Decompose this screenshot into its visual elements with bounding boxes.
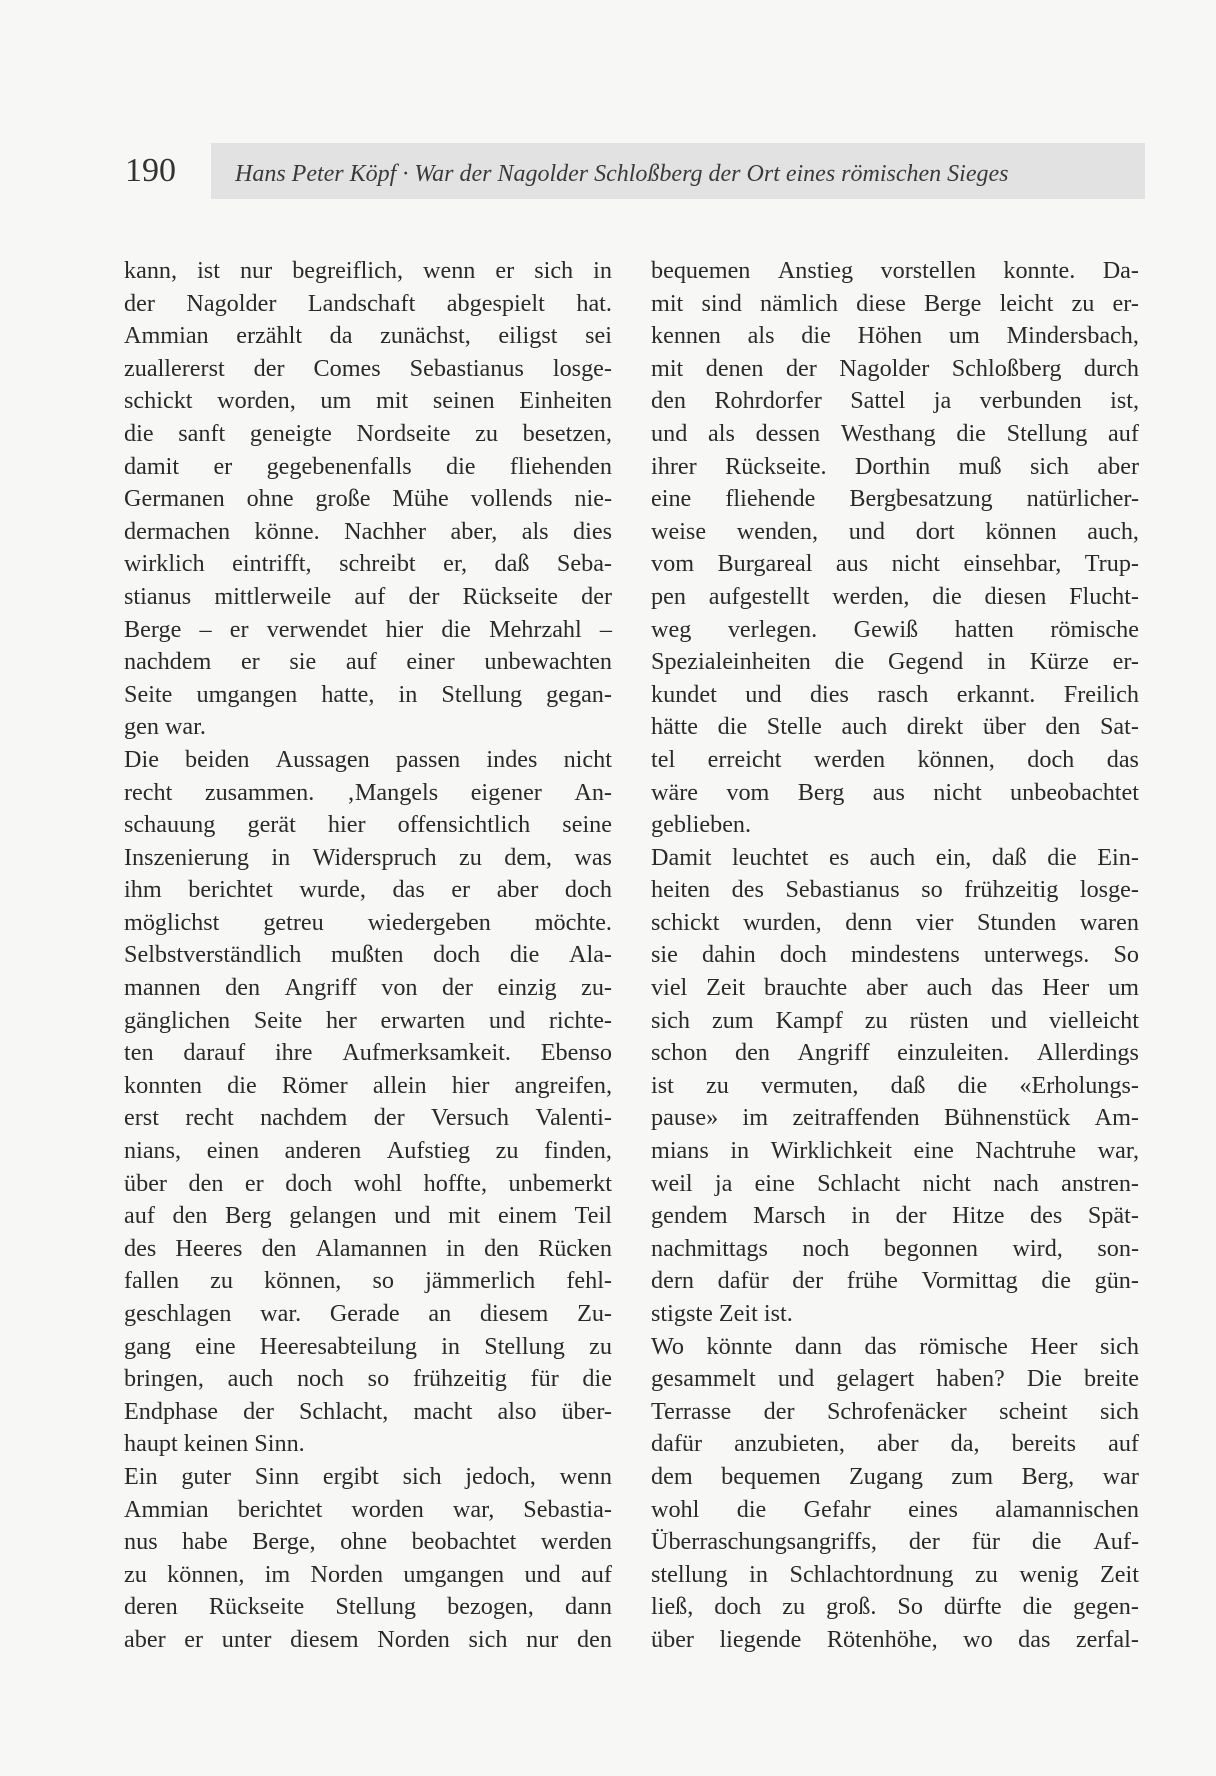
text-line: zuallererst der Comes Sebastianus losge-: [124, 354, 612, 382]
text-line: dafür anzubieten, aber da, bereits auf: [651, 1430, 1139, 1458]
text-line: Die beiden Aussagen passen indes nicht: [124, 745, 612, 773]
text-line: dermachen könne. Nachher aber, als dies: [124, 517, 612, 545]
right-text-column: [651, 255, 1139, 1657]
text-line: Wo könnte dann das römische Heer sich: [651, 1332, 1139, 1360]
text-line: weil ja eine Schlacht nicht nach anstren-: [651, 1169, 1139, 1197]
text-line: zu können, im Norden umgangen und auf: [124, 1560, 612, 1588]
text-line: kann, ist nur begreiflich, wenn er sich in: [124, 257, 612, 284]
text-line: ist zu vermuten, daß die «Erholungs-: [651, 1071, 1139, 1099]
text-line: stellung in Schlachtordnung zu wenig Zeit: [651, 1560, 1139, 1588]
text-line: nachdem er sie auf einer unbewachten: [124, 648, 612, 676]
text-line: gendem Marsch in der Hitze des Spät-: [651, 1202, 1139, 1230]
text-line: über liegende Rötenhöhe, wo das zerfal-: [651, 1625, 1139, 1653]
text-line: tel erreicht werden können, doch das: [651, 745, 1139, 773]
text-line: gänglichen Seite her erwarten und richte-: [124, 1006, 612, 1034]
text-line: mians in Wirklichkeit eine Nachtruhe war,: [651, 1137, 1139, 1165]
text-line: pause» im zeitraffenden Bühnenstück Am-: [651, 1104, 1139, 1132]
text-line: eine fliehende Bergbesatzung natürlicher-: [651, 485, 1139, 513]
text-line: nus habe Berge, ohne beobachtet werden: [124, 1528, 612, 1556]
text-line: geblieben.: [651, 811, 752, 839]
text-line: vom Burgareal aus nicht einsehbar, Trup-: [651, 550, 1139, 578]
text-line: des Heeres den Alamannen in den Rücken: [124, 1234, 612, 1262]
text-line: bringen, auch noch so frühzeitig für die: [124, 1365, 612, 1393]
text-line: fallen zu können, so jämmerlich fehl-: [124, 1267, 612, 1295]
text-line: Inszenierung in Widerspruch zu dem, was: [124, 843, 612, 871]
text-line: Spezialeinheiten die Gegend in Kürze er-: [651, 648, 1139, 676]
text-line: pen aufgestellt werden, die diesen Flucht-: [651, 582, 1139, 610]
text-line: kundet und dies rasch erkannt. Freilich: [651, 680, 1139, 708]
text-line: gang eine Heeresabteilung in Stellung zu: [124, 1332, 612, 1360]
text-line: möglichst getreu wiedergeben möchte.: [124, 908, 612, 936]
text-line: recht zusammen. ‚Mangels eigener An-: [124, 778, 612, 806]
text-line: Ammian erzählt da zunächst, eiligst sei: [124, 322, 612, 350]
text-line: wohl die Gefahr eines alamannischen: [651, 1495, 1139, 1523]
text-line: ließ, doch zu groß. So dürfte die gegen-: [651, 1593, 1139, 1621]
text-line: Selbstverständlich mußten doch die Ala-: [124, 941, 612, 969]
text-line: Germanen ohne große Mühe vollends nie-: [124, 485, 612, 513]
left-text-column: [124, 255, 612, 1657]
text-line: weise wenden, und dort können auch,: [651, 517, 1139, 545]
text-line: konnten die Römer allein hier angreifen,: [124, 1071, 612, 1099]
text-line: und als dessen Westhang die Stellung auf: [651, 419, 1139, 447]
text-line: gesammelt und gelagert haben? Die breite: [651, 1365, 1139, 1393]
text-line: den Rohrdorfer Sattel ja verbunden ist,: [651, 387, 1139, 415]
running-head: Hans Peter Köpf · War der Nagolder Schloßberg der Ort eines römischen Sieges: [211, 143, 1145, 199]
text-line: schickt worden, um mit seinen Einheiten: [124, 387, 612, 415]
text-line: Endphase der Schlacht, macht also über-: [124, 1397, 612, 1425]
text-line: mit denen der Nagolder Schloßberg durch: [651, 354, 1139, 382]
text-line: viel Zeit brauchte aber auch das Heer um: [651, 974, 1139, 1002]
text-line: mit sind nämlich diese Berge leicht zu er-: [651, 289, 1139, 317]
text-line: nians, einen anderen Aufstieg zu finden,: [124, 1137, 612, 1165]
text-line: gen war.: [124, 713, 206, 741]
text-line: heiten des Sebastianus so frühzeitig losge-: [651, 876, 1139, 904]
text-line: Damit leuchtet es auch ein, daß die Ein-: [651, 843, 1139, 871]
text-line: nachmittags noch begonnen wird, son-: [651, 1234, 1139, 1262]
text-line: mannen den Angriff von der einzig zu-: [124, 974, 612, 1002]
text-line: kennen als die Höhen um Mindersbach,: [651, 322, 1139, 350]
text-line: bequemen Anstieg vorstellen konnte. Da-: [651, 257, 1139, 284]
page-number: 190: [125, 152, 176, 189]
text-line: wirklich eintrifft, schreibt er, daß Seba-: [124, 550, 612, 578]
text-line: stianus mittlerweile auf der Rückseite der: [124, 582, 612, 610]
text-line: schickt wurden, denn vier Stunden waren: [651, 908, 1139, 936]
text-line: dern dafür der frühe Vormittag die gün-: [651, 1267, 1139, 1295]
text-line: deren Rückseite Stellung bezogen, dann: [124, 1593, 612, 1621]
text-line: ihm berichtet wurde, das er aber doch: [124, 876, 612, 904]
text-line: geschlagen war. Gerade an diesem Zu-: [124, 1300, 612, 1327]
text-line: schauung gerät hier offensichtlich seine: [124, 811, 612, 839]
text-line: die sanft geneigte Nordseite zu besetzen,: [124, 419, 612, 447]
text-line: stigste Zeit ist.: [651, 1300, 793, 1327]
text-line: Berge – er verwendet hier die Mehrzahl –: [124, 615, 612, 643]
text-line: aber er unter diesem Norden sich nur den: [124, 1625, 612, 1653]
text-line: weg verlegen. Gewiß hatten römische: [651, 615, 1139, 643]
text-line: der Nagolder Landschaft abgespielt hat.: [124, 289, 612, 317]
text-line: Ein guter Sinn ergibt sich jedoch, wenn: [124, 1462, 612, 1490]
text-line: dem bequemen Zugang zum Berg, war: [651, 1462, 1139, 1490]
text-line: sich zum Kampf zu rüsten und vielleicht: [651, 1006, 1139, 1034]
page-header: [125, 143, 1145, 199]
text-line: damit er gegebenenfalls die fliehenden: [124, 452, 612, 480]
text-line: auf den Berg gelangen und mit einem Teil: [124, 1202, 612, 1230]
text-line: Ammian berichtet worden war, Sebastia-: [124, 1495, 612, 1523]
text-line: Überraschungsangriffs, der für die Auf-: [651, 1528, 1139, 1556]
text-line: erst recht nachdem der Versuch Valenti-: [124, 1104, 612, 1132]
text-line: Seite umgangen hatte, in Stellung gegan-: [124, 680, 612, 708]
text-line: wäre vom Berg aus nicht unbeobachtet: [651, 778, 1139, 806]
text-line: über den er doch wohl hoffte, unbemerkt: [124, 1169, 612, 1197]
text-line: hätte die Stelle auch direkt über den Sat-: [651, 713, 1139, 741]
text-line: sie dahin doch mindestens unterwegs. So: [651, 941, 1139, 969]
text-line: Terrasse der Schrofenäcker scheint sich: [651, 1397, 1139, 1425]
text-line: haupt keinen Sinn.: [124, 1430, 305, 1458]
text-line: ten darauf ihre Aufmerksamkeit. Ebenso: [124, 1039, 612, 1067]
text-line: ihrer Rückseite. Dorthin muß sich aber: [651, 452, 1139, 480]
text-line: schon den Angriff einzuleiten. Allerdings: [651, 1039, 1139, 1067]
